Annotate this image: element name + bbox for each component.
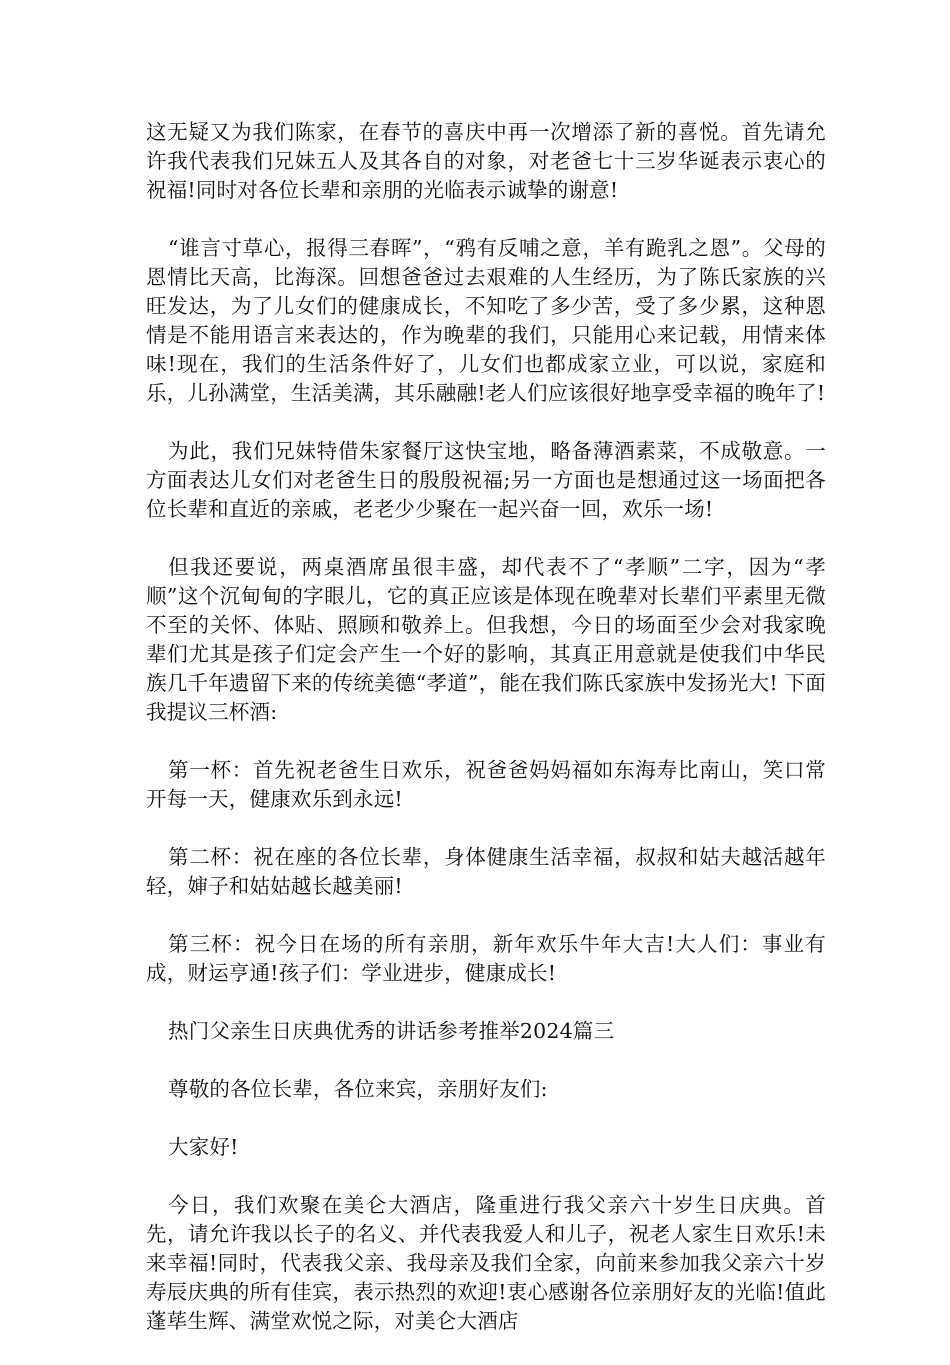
paragraph-greeting: 大家好! <box>168 1135 239 1159</box>
section-heading: 热门父亲生日庆典优秀的讲话参考推举2024篇三 <box>168 1019 615 1043</box>
paragraph-filial-piety: 但我还要说，两桌酒席虽很丰盛，却代表不了“孝顺”二字，因为“孝顺”这个沉甸甸的字眼儿，它的真正应该是体现在晚辈对长辈们平素里无微不至的关怀、体贴、照顾和敬养上。但我想，今日的场面至少会对我家晚辈们尤其是孩子们定会产生一个好的影响，其真正用意就是使我们中华民族几千年遗留下来的传统美德“孝道”，能在我们陈氏家族中发扬光大! 下面我提议三杯酒: <box>146 555 826 724</box>
paragraph-toast-first: 第一杯：首先祝老爸生日欢乐，祝爸爸妈妈福如东海寿比南山，笑口常开每一天，健康欢乐到永远! <box>146 758 826 811</box>
paragraph-opening: 这无疑又为我们陈家，在春节的喜庆中再一次增添了新的喜悦。首先请允许我代表我们兄妹五人及其各自的对象，对老爸七十三岁华诞表示衷心的祝福!同时对各位长辈和亲朋的光临表示诚挚的谢意! <box>146 120 826 202</box>
paragraph-salutation: 尊敬的各位长辈，各位来宾，亲朋好友们: <box>168 1077 548 1101</box>
paragraph-banquet-purpose: 为此，我们兄妹特借朱家餐厅这快宝地，略备薄酒素菜，不成敬意。一方面表达儿女们对老爸生日的殷殷祝福;另一方面也是想通过这一场面把各位长辈和直近的亲戚，老老少少聚在一起兴奋一回，欢乐一场! <box>146 439 826 521</box>
paragraph-toast-third: 第三杯：祝今日在场的所有亲朋，新年欢乐牛年大吉!大人们：事业有成，财运亨通!孩子们：学业进步，健康成长! <box>146 932 826 985</box>
paragraph-toast-second: 第二杯：祝在座的各位长辈，身体健康生活幸福，叔叔和姑夫越活越年轻，婶子和姑姑越长越美丽! <box>146 845 826 898</box>
paragraph-celebration: 今日，我们欢聚在美仑大酒店，隆重进行我父亲六十岁生日庆典。首先，请允许我以长子的名义、并代表我爱人和儿子，祝老人家生日欢乐!未来幸福!同时，代表我父亲、我母亲及我们全家，向前来参加我父亲六十岁寿辰庆典的所有佳宾，表示热烈的欢迎!衷心感谢各位亲朋好友的光临!值此蓬荜生辉、满堂欢悦之际，对美仑大酒店 <box>146 1193 826 1333</box>
document-body <box>146 118 826 1365</box>
paragraph-parental-grace: “谁言寸草心，报得三春晖”，“鸦有反哺之意，羊有跪乳之恩”。父母的恩情比天高，比海深。回想爸爸过去艰难的人生经历，为了陈氏家族的兴旺发达，为了儿女们的健康成长，不知吃了多少苦，受了多少累，这种恩情是不能用语言来表达的，作为晚辈的我们，只能用心来记载，用情来体味!现在，我们的生活条件好了，儿女们也都成家立业，可以说，家庭和乐，儿孙满堂，生活美满，其乐融融!老人们应该很好地享受幸福的晚年了! <box>146 236 826 405</box>
